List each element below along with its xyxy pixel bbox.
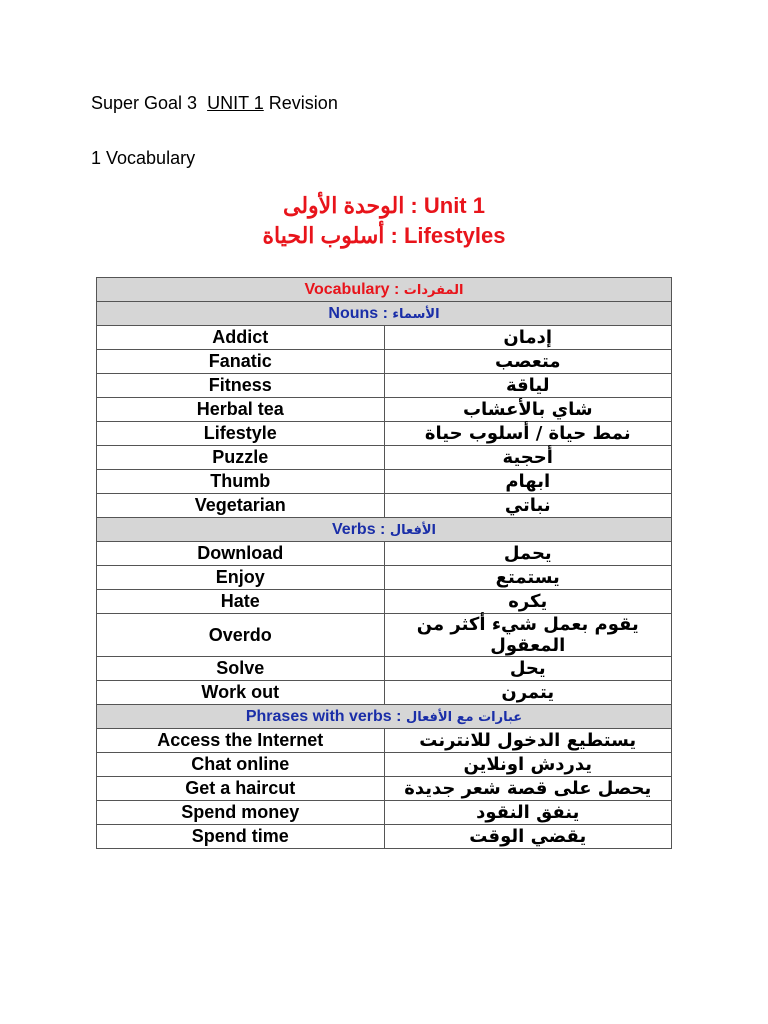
vocabulary-table	[96, 277, 672, 849]
arabic-translation: ابهام	[384, 470, 672, 494]
arabic-translation: إدمان	[384, 326, 672, 350]
table-row	[97, 801, 672, 825]
english-term: Hate	[97, 590, 385, 614]
nouns-header-row	[97, 302, 672, 326]
english-term: Lifestyle	[97, 422, 385, 446]
phrases-header-row	[97, 705, 672, 729]
vocabulary-header-ar: المفردات	[403, 282, 464, 298]
table-row	[97, 657, 672, 681]
arabic-translation: ينفق النقود	[384, 801, 672, 825]
arabic-translation: يحل	[384, 657, 672, 681]
arabic-translation: لياقة	[384, 374, 672, 398]
vocabulary-header-cell	[97, 278, 672, 302]
table-row	[97, 614, 672, 657]
table-row	[97, 590, 672, 614]
table-row	[97, 446, 672, 470]
arabic-translation: يقضي الوقت	[384, 825, 672, 849]
nouns-header-en: Nouns :	[328, 304, 388, 322]
phrases-header-ar: عبارات مع الأفعال	[405, 709, 523, 725]
title-suffix: Revision	[268, 93, 338, 113]
verbs-header-ar: الأفعال	[389, 522, 436, 538]
english-term: Thumb	[97, 470, 385, 494]
english-term: Spend time	[97, 825, 385, 849]
verbs-header-cell	[97, 518, 672, 542]
arabic-translation: أحجية	[384, 446, 672, 470]
table-row	[97, 374, 672, 398]
document-title	[91, 93, 338, 114]
arabic-translation: يحمل	[384, 542, 672, 566]
title-prefix: Super Goal 3	[91, 93, 198, 113]
arabic-translation: نمط حياة / أسلوب حياة	[384, 422, 672, 446]
table-row	[97, 729, 672, 753]
table-row	[97, 470, 672, 494]
table-row	[97, 422, 672, 446]
arabic-translation: يستطيع الدخول للانترنت	[384, 729, 672, 753]
arabic-translation: يكره	[384, 590, 672, 614]
verbs-header-row	[97, 518, 672, 542]
arabic-translation: يحصل على قصة شعر جديدة	[384, 777, 672, 801]
table-row	[97, 753, 672, 777]
arabic-translation: متعصب	[384, 350, 672, 374]
verbs-header-en: Verbs :	[332, 520, 386, 538]
arabic-translation: نباتي	[384, 494, 672, 518]
arabic-translation: يستمتع	[384, 566, 672, 590]
table-row	[97, 566, 672, 590]
table-row	[97, 494, 672, 518]
table-row	[97, 825, 672, 849]
english-term: Herbal tea	[97, 398, 385, 422]
english-term: Vegetarian	[97, 494, 385, 518]
phrases-header-en: Phrases with verbs :	[245, 707, 402, 725]
english-term: Puzzle	[97, 446, 385, 470]
unit-heading-line1: الوحدة الأولى : Unit 1	[283, 193, 485, 218]
english-term: Access the Internet	[97, 729, 385, 753]
english-term: Fitness	[97, 374, 385, 398]
arabic-translation: شاي بالأعشاب	[384, 398, 672, 422]
table-row	[97, 326, 672, 350]
arabic-translation: يقوم بعمل شيء أكثر من المعقول	[384, 614, 672, 657]
english-term: Spend money	[97, 801, 385, 825]
table-row	[97, 681, 672, 705]
table-row	[97, 398, 672, 422]
english-term: Addict	[97, 326, 385, 350]
nouns-header-cell	[97, 302, 672, 326]
english-term: Get a haircut	[97, 777, 385, 801]
table-row	[97, 350, 672, 374]
table-row	[97, 777, 672, 801]
english-term: Work out	[97, 681, 385, 705]
english-term: Enjoy	[97, 566, 385, 590]
table-row	[97, 542, 672, 566]
nouns-header-ar: الأسماء	[392, 306, 440, 322]
phrases-header-cell	[97, 705, 672, 729]
vocabulary-header-row	[97, 278, 672, 302]
arabic-translation: يتمرن	[384, 681, 672, 705]
arabic-translation: يدردش اونلاين	[384, 753, 672, 777]
english-term: Solve	[97, 657, 385, 681]
unit-heading-line2: أسلوب الحياة : Lifestyles	[262, 223, 506, 248]
english-term: Fanatic	[97, 350, 385, 374]
title-unit: UNIT 1	[207, 93, 264, 113]
english-term: Overdo	[97, 614, 385, 657]
section-title: 1 Vocabulary	[91, 148, 196, 168]
vocabulary-header-en: Vocabulary :	[304, 280, 400, 298]
english-term: Chat online	[97, 753, 385, 777]
english-term: Download	[97, 542, 385, 566]
